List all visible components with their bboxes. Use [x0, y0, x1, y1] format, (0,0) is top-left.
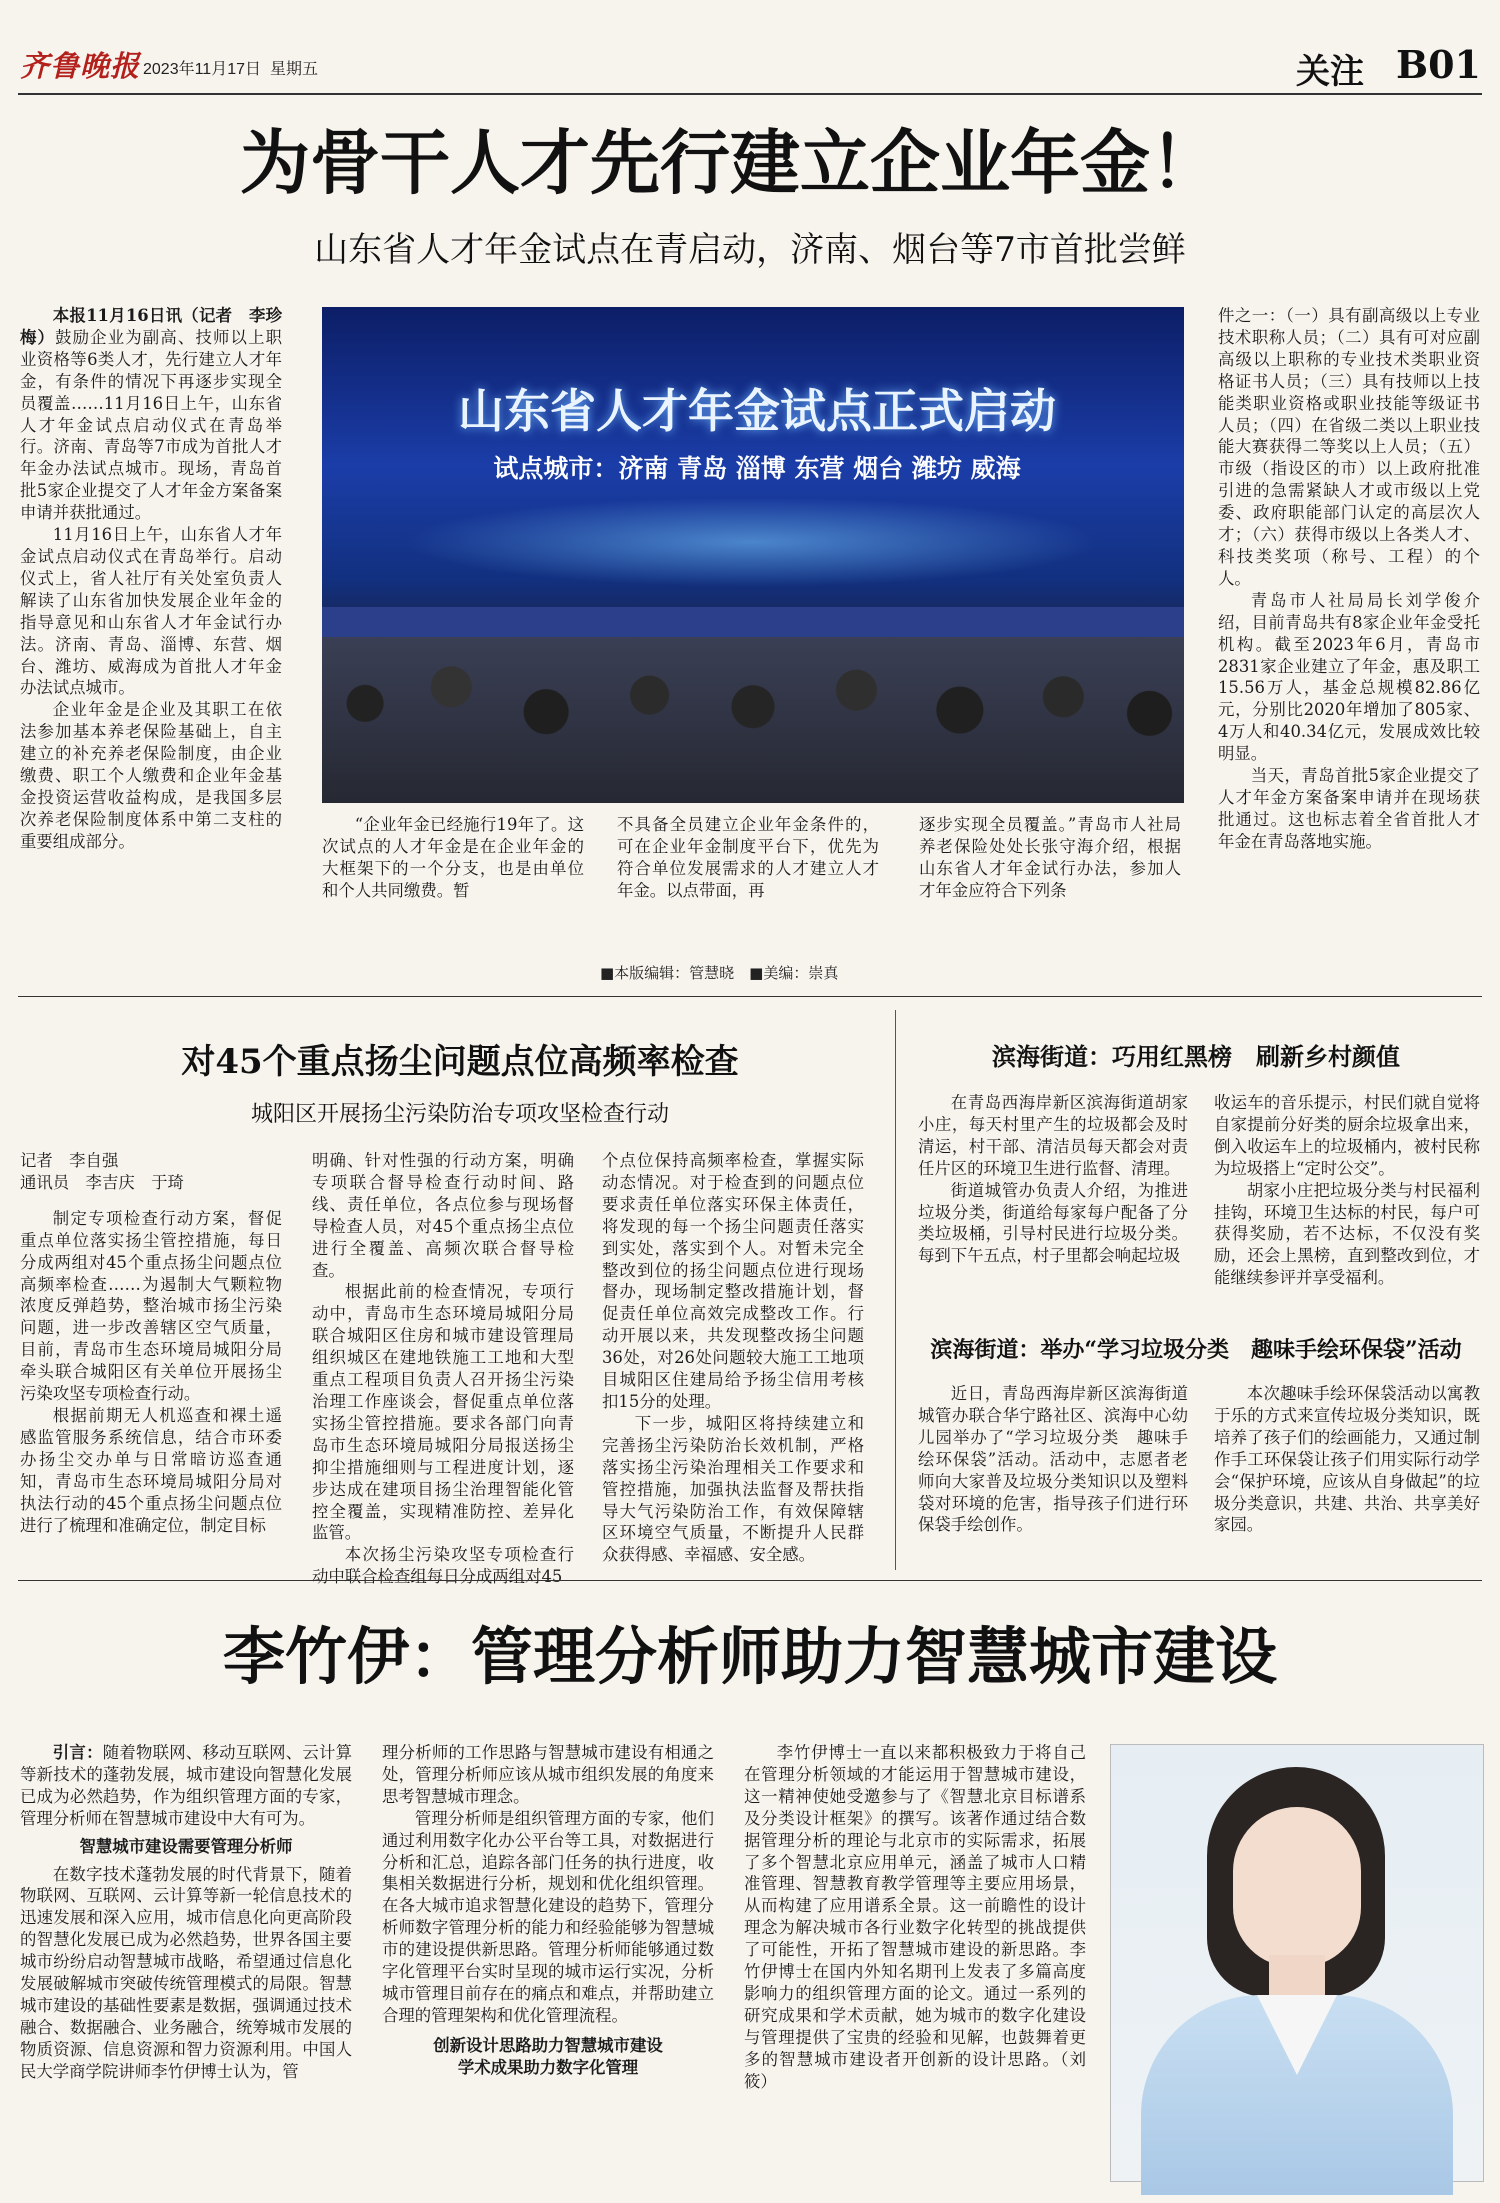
binhai-1-column-1: 在青岛西海岸新区滨海街道胡家小庄，每天村里产生的垃圾都会及时清运，村干部、清洁员每天都会对责任片区的环境卫生进行监督、清理。 街道城管办负责人介绍，为推进垃圾分类，街道给每家每户配备了分类垃圾桶，引导村民进行垃圾分类。每到下午五点，村子里都会响起垃圾 — [918, 1093, 1188, 1266]
li-author: （刘筱） — [744, 2049, 1086, 2091]
dust-column-1: 记者 李自强 通讯员 李吉庆 于琦 制定专项检查行动方案，督促重点单位落实扬尘管控措施，每日分成两组对45个重点扬尘问题点位高频率检查……为遏制大气颗粒物浓度反弹趋势，整治城市扬尘污染问题，进一步改善辖区空气质量，目前，青岛市生态环境局城阳分局牵头联合城阳区有关单位开展扬尘污染攻坚专项检查行动。 根据前期无人机巡查和裸土遥感监管服务系统信息，结合市环委办扬尘交办单与日常暗访巡查通知，青岛市生态环境局城阳分局对执法行动的45个重点扬尘问题点位进行了梳理和准确定位，制定目标 — [20, 1151, 282, 1535]
binhai-2-column-1: 近日，青岛西海岸新区滨海街道城管办联合华宁路社区、滨海中心幼儿园举办了“学习垃圾分类 趣味手绘环保袋”活动。活动中，志愿者老师向大家普及垃圾分类知识以及塑料袋对环境的危害，指导孩子们进行环保袋手绘创作。 — [918, 1384, 1188, 1535]
lead-under-photo-col-2: 不具备全员建立企业年金条件的，可在企业年金制度平台下，优先为符合单位发展需求的人才建立人才年金。以点带面，再 — [617, 815, 879, 900]
portrait-face — [1233, 1807, 1361, 1967]
lead-paragraph: 11月16日上午，山东省人才年金试点启动仪式在青岛举行。启动仪式上，省人社厅有关处室负责人解读了山东省加快发展企业年金的指导意见和山东省人才年金试行办法。济南、青岛、淄博、东营、烟台、潍坊、威海成为首批人才年金办法试点城市。 — [20, 525, 282, 698]
li-subheading: 智慧城市建设需要管理分析师 — [79, 1836, 293, 1856]
li-column-3: 李竹伊博士一直以来都积极致力于将自己在管理分析领域的才能运用于智慧城市建设，这一精神使她受邀参与了《智慧北京目标谱系及分类设计框架》的撰写。该著作通过结合数据管理分析的理论与北京市的实际需求，拓展了多个智慧北京应用单元，涵盖了城市人口精准管理、智慧教育教学管理等主要应用场景，从而构建了应用谱系全景。这一前瞻性的设计理念为解决城市各行业数字化转型的挑战提供了可能性，开拓了智慧城市建设的新思路。李竹伊博士在国内外知名期刊上发表了多篇高度影响力的组织管理方面的论文。通过一系列的研究成果和学术贡献，她为城市的数字化建设与管理提供了宝贵的经验和见解，也鼓舞着更多的智慧城市建设者开创新的设计思路。（刘筱） — [744, 1743, 1086, 2091]
launch-ceremony-photo — [322, 307, 1184, 803]
screen-title: 山东省人才年金试点正式启动 — [458, 384, 1056, 438]
li-subheading: 学术成果助力数字化管理 — [457, 2057, 639, 2077]
li-headline: 李竹伊：管理分析师助力智慧城市建设 — [222, 1620, 1277, 1693]
binhai-2-column-2: 本次趣味手绘环保袋活动以寓教于乐的方式来宣传垃圾分类知识，既培养了孩子们的绘画能力，又通过制作手工环保袋让孩子们用实际行动学会“保护环境，应该从自身做起”的垃圾分类意识，共建、共治、共享美好家园。 — [1214, 1384, 1480, 1535]
lead-under-photo-col-1: “企业年金已经施行19年了。这次试点的人才年金是在企业年金的大框架下的一个分支，也是由单位和个人共同缴费。暂 — [322, 815, 584, 900]
lead-column-5 — [1218, 305, 1480, 923]
li-subheading: 创新设计思路助力智慧城市建设 — [433, 2035, 663, 2055]
lead-under-photo-col-3: 逐步实现全员覆盖。”青岛市人社局养老保险处处长张守海介绍，根据山东省人才年金试行办法，参加人才年金应符合下列条 — [919, 815, 1181, 900]
page-number: B01 — [1396, 42, 1481, 87]
stage-glow — [402, 497, 1102, 587]
dust-subhead: 城阳区开展扬尘污染防治专项攻坚检查行动 — [250, 1102, 669, 1127]
lead-dateline: 本报11月16日讯（记者 李珍梅） — [20, 306, 282, 347]
lead-paragraph: 当天，青岛首批5家企业提交了人才年金方案备案申请并在现场获批通过。这也标志着全省首批人才年金在青岛落地实施。 — [1218, 766, 1480, 851]
lead-subhead: 山东省人才年金试点在青启动，济南、烟台等7市首批尝鲜 — [314, 230, 1186, 270]
lead-column-1 — [20, 305, 282, 919]
screen-cities: 试点城市：济南 青岛 淄博 东营 烟台 潍坊 威海 — [493, 454, 1021, 483]
masthead-rule — [18, 93, 1482, 95]
lead-paragraph: 件之一：（一）具有副高级以上专业技术职称人员；（二）具有可对应副高级以上职称的专业技术类职业资格证书人员；（三）具有技师以上技能类职业资格或职业技能等级证书人员；（四）在省级二类以上职业技能大赛获得二等奖以上人员；（五）市级（指设区的市）以上政府批准引进的急需紧缺人才或市级以上党委、政府职能部门认定的高层次人才；（六）获得市级以上各类人才、科技类奖项（称号、工程）的个人。 — [1218, 306, 1480, 588]
audience-row — [322, 637, 1184, 803]
dust-column-3: 个点位保持高频率检查，掌握实际动态情况。对于检查到的问题点位要求责任单位落实环保主体责任，将发现的每一个扬尘问题责任落实到实处，落实到个人。对暂未完全整改到位的扬尘问题点位进行现场督办，现场制定整改措施计划，督促责任单位高效完成整改工作。行动开展以来，共发现整改扬尘问题36处，对26处问题较大施工工地项目城阳区住建局给予扬尘信用考核扣15分的处理。 下一步，城阳区将持续建立和完善扬尘污染防治长效机制，严格落实扬尘污染治理相关工作要求和管控措施，加强执法监督及帮扶指导大气污染防治工作，有效保障辖区环境空气质量，不断提升人民群众获得感、幸福感、安全感。 — [602, 1151, 864, 1565]
editor-credit: ■本版编辑：管慧晓 ■美编：崇真 — [600, 964, 839, 982]
paper-logo: 齐鲁晚报 — [20, 49, 141, 83]
dust-byline: 记者 李自强 — [20, 1151, 119, 1170]
li-column-2: 理分析师的工作思路与智慧城市建设有相通之处，管理分析师应该从城市组织发展的角度来思考智慧城市理念。 管理分析师是组织管理方面的专家，他们通过利用数字化办公平台等工具，对数据进行分析和汇总，追踪各部门任务的执行进度，收集相关数据进行分析，规划和优化组织管理。在各大城市追求智慧化建设的趋势下，管理分析师数字管理分析的能力和经验能够为智慧城市的建设提供新思路。管理分析师能够通过数字化管理平台实时呈现的城市运行实况，分析城市管理目前存在的痛点和难点，并帮助建立合理的管理架构和优化管理流程。 创新设计思路助力智慧城市建设 学术成果助力数字化管理 — [382, 1743, 714, 2077]
lead-paragraph: 企业年金是企业及其职工在依法参加基本养老保险基础上，自主建立的补充养老保险制度，由企业缴费、职工个人缴费和企业年金基金投资运营收益构成，是我国多层次养老保险制度体系中第二支柱的重要组成部分。 — [20, 700, 282, 851]
dust-byline: 通讯员 李吉庆 于琦 — [20, 1172, 184, 1192]
binhai-1-column-2: 收运车的音乐提示，村民们就自觉将自家提前分好类的厨余垃圾拿出来，倒入收运车上的垃圾桶内，被村民称为垃圾搭上“定时公交”。 胡家小庄把垃圾分类与村民福利挂钩，环境卫生达标的村民，每户可获得奖励，若不达标，不仅没有奖励，还会上黑榜，直到整改到位，才能继续参评并享受福利。 — [1214, 1093, 1480, 1288]
column-divider — [895, 1010, 896, 1570]
li-column-1: 引言：随着物联网、移动互联网、云计算等新技术的蓬勃发展，城市建设向智慧化发展已成为必然趋势，作为组织管理方面的专家，管理分析师在智慧城市建设中大有可为。 智慧城市建设需要管理分析师 在数字技术蓬勃发展的时代背景下，随着物联网、互联网、云计算等新一轮信息技术的迅速发展和深入应用，城市信息化向更高阶段的智慧化发展已成为必然趋势，世界各国主要城市纷纷启动智慧城市战略，希望通过信息化发展破解城市突破传统管理模式的局限。智慧城市建设的基础性要素是数据，强调通过技术融合、数据融合、业务融合，统筹城市发展的物质资源、信息资源和智力资源利用。中国人民大学商学院讲师李竹伊博士认为，管 — [20, 1743, 353, 2081]
lead-paragraph: 青岛市人社局局长刘学俊介绍，目前青岛共有8家企业年金受托机构。截至2023年6月，青岛市2831家企业建立了年金，惠及职工15.56万人，基金总规模82.86亿元，分别比2020年增加了805家、4万人和40.34亿元，发展成效比较明显。 — [1218, 590, 1480, 764]
portrait-photo — [1110, 1744, 1484, 2182]
binhai-2-headline: 滨海街道：举办“学习垃圾分类 趣味手绘环保袋”活动 — [930, 1337, 1462, 1363]
dust-headline: 对45个重点扬尘问题点位高频率检查 — [181, 1042, 739, 1082]
binhai-1-headline: 滨海街道：巧用红黑榜 刷新乡村颜值 — [992, 1042, 1400, 1071]
section-rule — [18, 996, 1482, 997]
issue-weekday: 星期五 — [270, 61, 319, 78]
lead-headline: 为骨干人才先行建立企业年金！ — [240, 121, 1220, 204]
dust-column-2: 明确、针对性强的行动方案，明确专项联合督导检查行动时间、路线、责任单位，各点位参与现场督导检查人员，对45个重点扬尘点位进行全覆盖、高频次联合督导检查。 根据此前的检查情况，专项行动中，青岛市生态环境局城阳分局联合城阳区住房和城市建设管理局组织城区在建地铁施工工地和大型重点工程项目负责人召开扬尘污染治理工作座谈会，督促重点单位落实扬尘管控措施。要求各部门向青岛市生态环境局城阳分局报送扬尘抑尘措施细则与工程进度计划，逐步达成在建项目扬尘治理智能化管控全覆盖，实现精准防控、差异化监管。 本次扬尘污染攻坚专项检查行动中联合检查组每日分成两组对45 — [312, 1151, 574, 1587]
section-name: 关注 — [1296, 52, 1364, 92]
section-rule — [18, 1580, 1482, 1581]
issue-date: 2023年11月17日 — [143, 61, 262, 78]
masthead — [0, 0, 1500, 110]
lead-paragraph: 鼓励企业为副高、技师以上职业资格等6类人才，先行建立人才年金，有条件的情况下再逐步实现全员覆盖……11月16日上午，山东省人才年金试点启动仪式在青岛举行。济南、青岛等7市成为首批人才年金办法试点城市。现场，青岛首批5家企业提交了人才年金方案备案申请并获批通过。 — [20, 327, 283, 523]
